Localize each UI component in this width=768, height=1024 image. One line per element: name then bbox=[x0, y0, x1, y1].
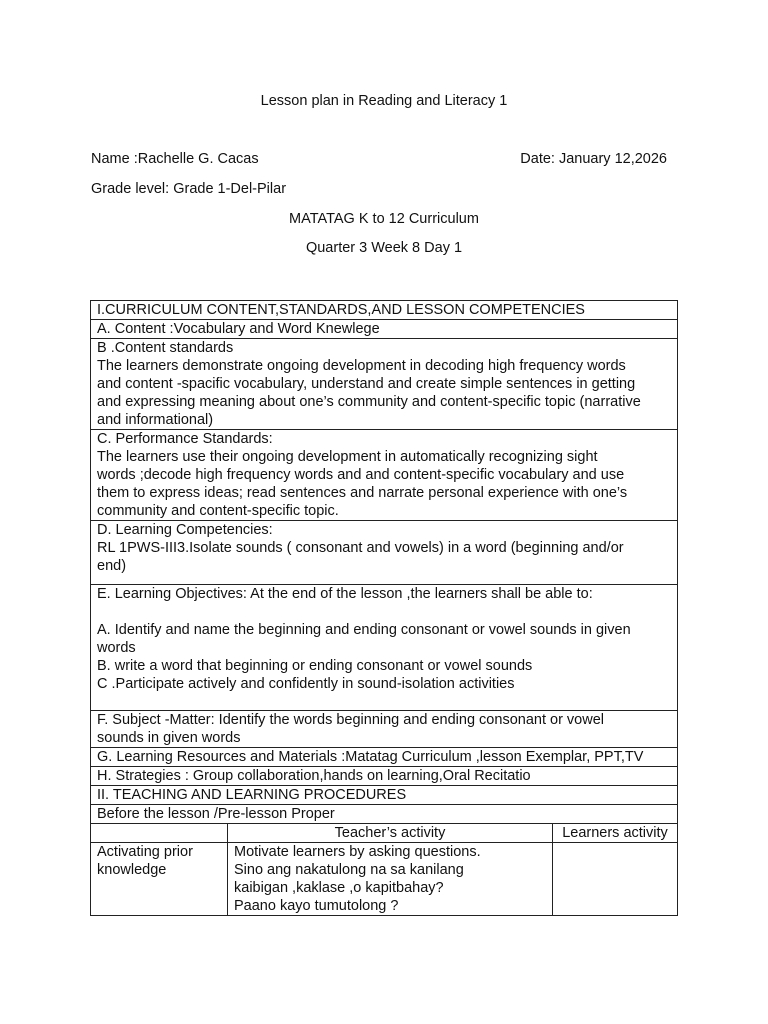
content-row: A. Content :Vocabulary and Word Knewlege bbox=[91, 320, 678, 339]
learners-activity-header: Learners activity bbox=[553, 824, 678, 843]
grade-level: Grade level: Grade 1-Del-Pilar bbox=[91, 181, 287, 197]
learners-activity-cell bbox=[553, 843, 678, 916]
table-row bbox=[91, 786, 678, 805]
table-row bbox=[91, 711, 678, 748]
content-standards-line: and expressing meaning about one’s community and content-specific topic (narrative bbox=[97, 394, 641, 410]
teacher-activity-line: Paano kayo tumutolong ? bbox=[234, 898, 399, 914]
content-standards-line: and content -spacific vocabulary, understand and create simple sentences in getting bbox=[97, 376, 636, 392]
subject-matter-cell bbox=[91, 711, 678, 748]
table-row bbox=[91, 430, 678, 521]
objectives-cell bbox=[91, 585, 678, 711]
table-row bbox=[91, 585, 678, 711]
lesson-plan-table bbox=[90, 300, 678, 916]
activating-label-cell bbox=[91, 843, 228, 916]
curriculum-name: MATATAG K to 12 Curriculum bbox=[289, 211, 479, 227]
performance-standards-heading: C. Performance Standards: bbox=[97, 431, 273, 447]
table-row bbox=[91, 767, 678, 786]
teacher-activity-line: Sino ang nakatulong na sa kanilang bbox=[234, 862, 464, 878]
quarter-week-day: Quarter 3 Week 8 Day 1 bbox=[305, 240, 463, 256]
objective-line: C .Participate actively and confidently in sound-isolation activities bbox=[97, 676, 515, 692]
competencies-line: RL 1PWS-III3.Isolate sounds ( consonant and vowels) in a word (beginning and/or bbox=[97, 540, 624, 556]
activating-label-line: knowledge bbox=[97, 862, 167, 878]
performance-standards-line: The learners use their ongoing development in automatically recognizing sight bbox=[97, 449, 598, 465]
performance-standards-line: words ;decode high frequency words and and content-specific vocabulary and use bbox=[97, 467, 625, 483]
content-standards-line: and informational) bbox=[97, 412, 214, 428]
competencies-heading: D. Learning Competencies: bbox=[97, 522, 273, 538]
table-row bbox=[91, 805, 678, 824]
section-heading-procedures: II. TEACHING AND LEARNING PROCEDURES bbox=[91, 786, 678, 805]
activating-label-line: Activating prior bbox=[97, 844, 193, 860]
competencies-line: end) bbox=[97, 558, 127, 574]
objective-line: B. write a word that beginning or ending consonant or vowel sounds bbox=[97, 658, 533, 674]
performance-standards-line: them to express ideas; read sentences and narrate personal experience with one’s bbox=[97, 485, 628, 501]
teacher-name: Name :Rachelle G. Cacas bbox=[91, 151, 259, 167]
objective-line: words bbox=[97, 640, 136, 656]
resources-cell: G. Learning Resources and Materials :Matatag Curriculum ,lesson Exemplar, PPT,TV bbox=[91, 748, 678, 767]
objectives-heading: E. Learning Objectives: At the end of the lesson ,the learners shall be able to: bbox=[97, 586, 593, 602]
table-row bbox=[91, 301, 678, 320]
content-standards-line: The learners demonstrate ongoing development in decoding high frequency words bbox=[97, 358, 626, 374]
table-row bbox=[91, 339, 678, 430]
document-title: Lesson plan in Reading and Literacy 1 bbox=[260, 93, 508, 109]
blank-line bbox=[97, 603, 671, 621]
before-lesson-cell: Before the lesson /Pre-lesson Proper bbox=[91, 805, 678, 824]
content-standards-cell bbox=[91, 339, 678, 430]
empty-header-cell bbox=[91, 824, 228, 843]
teacher-activity-line: Motivate learners by asking questions. bbox=[234, 844, 481, 860]
table-row bbox=[91, 320, 678, 339]
table-header-row bbox=[91, 824, 678, 843]
teacher-activity-line: kaibigan ,kaklase ,o kapitbahay? bbox=[234, 880, 444, 896]
content-standards-heading: B .Content standards bbox=[97, 340, 234, 356]
teacher-activity-cell bbox=[228, 843, 553, 916]
strategies-cell: H. Strategies : Group collaboration,hands on learning,Oral Recitatio bbox=[91, 767, 678, 786]
performance-standards-line: community and content-specific topic. bbox=[97, 503, 339, 519]
section-heading-curriculum: I.CURRICULUM CONTENT,STANDARDS,AND LESSON COMPETENCIES bbox=[91, 301, 678, 320]
table-row bbox=[91, 521, 678, 585]
competencies-cell bbox=[91, 521, 678, 585]
table-row bbox=[91, 748, 678, 767]
teacher-activity-header: Teacher’s activity bbox=[228, 824, 553, 843]
subject-matter-line: F. Subject -Matter: Identify the words beginning and ending consonant or vowel bbox=[97, 712, 604, 728]
performance-standards-cell bbox=[91, 430, 678, 521]
objective-line: A. Identify and name the beginning and ending consonant or vowel sounds in given bbox=[97, 622, 631, 638]
table-row bbox=[91, 843, 678, 916]
subject-matter-line: sounds in given words bbox=[97, 730, 241, 746]
lesson-date: Date: January 12,2026 bbox=[520, 151, 667, 167]
